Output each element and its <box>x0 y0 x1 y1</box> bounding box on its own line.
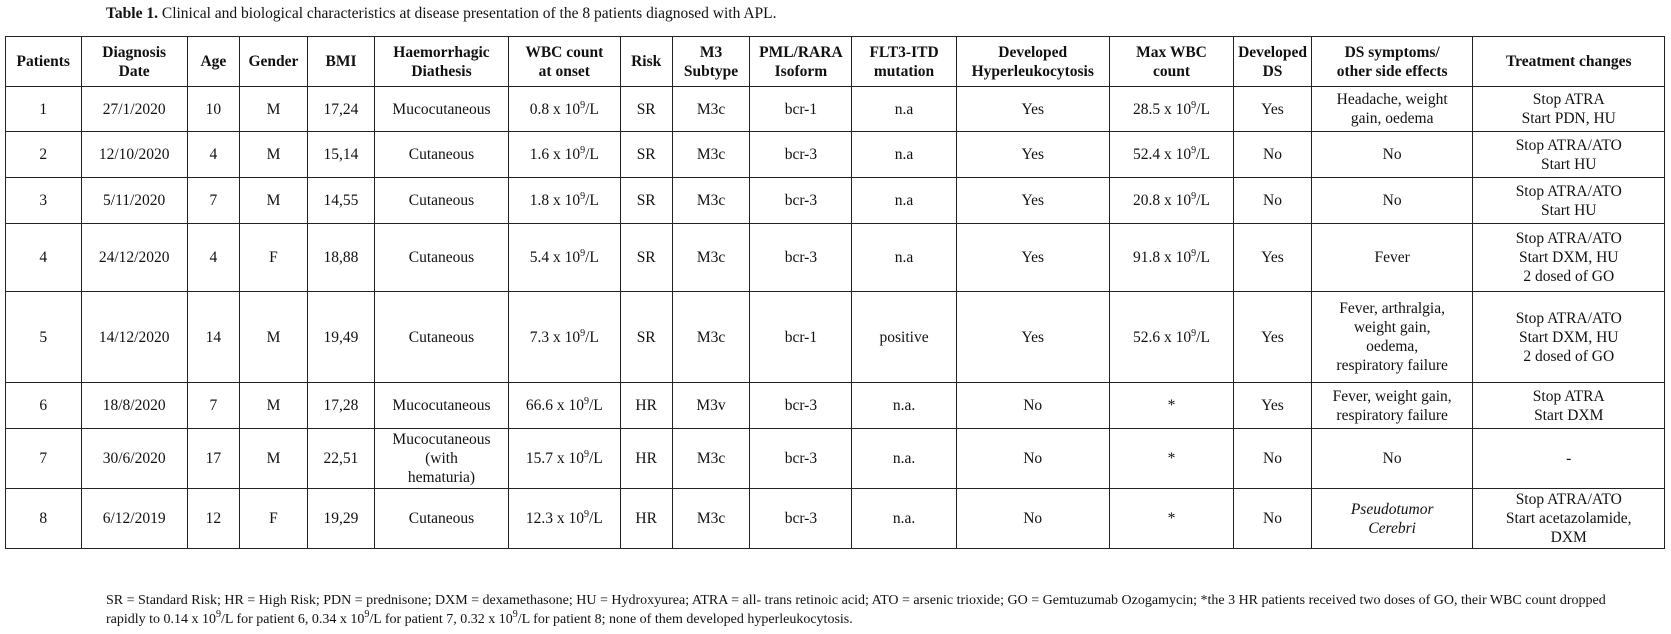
cell-subtype: M3c <box>672 224 750 292</box>
unit-suffix: /L <box>1196 146 1210 163</box>
unit-exponent: 9 <box>580 145 586 156</box>
cell-flt3: positive <box>852 292 956 383</box>
column-header: WBC count at onset <box>508 37 620 87</box>
cell-age: 17 <box>187 429 239 489</box>
cell-hyperleuko: Yes <box>956 292 1109 383</box>
cell-date: 24/12/2020 <box>81 224 187 292</box>
cell-ds: Yes <box>1234 87 1312 132</box>
cell-isoform: bcr-3 <box>750 429 852 489</box>
cell-patient: 3 <box>6 178 82 224</box>
cell-date: 27/1/2020 <box>81 87 187 132</box>
table-row <box>6 132 1665 178</box>
cell-hyperleuko: No <box>956 383 1109 429</box>
cell-wbc-onset <box>508 292 620 383</box>
unit-exponent: 9 <box>583 396 589 407</box>
cell-symptoms: No <box>1311 178 1473 224</box>
cell-isoform: bcr-3 <box>750 383 852 429</box>
cell-max-wbc <box>1109 132 1233 178</box>
cell-value: 66.6 x 10 <box>525 397 584 414</box>
column-header: PML/RARA Isoform <box>750 37 852 87</box>
table-row <box>6 224 1665 292</box>
cell-value: 20.8 x 10 <box>1133 192 1192 209</box>
cell-flt3: n.a. <box>852 489 956 549</box>
column-header: Risk <box>620 37 672 87</box>
cell-bmi: 17,24 <box>308 87 375 132</box>
cell-date: 18/8/2020 <box>81 383 187 429</box>
cell-value: 1.6 x 10 <box>529 146 581 163</box>
unit-suffix: /L <box>585 192 599 209</box>
cell-value: 1.8 x 10 <box>529 192 581 209</box>
cell-age: 7 <box>187 383 239 429</box>
column-header: Treatment changes <box>1473 37 1665 87</box>
cell-wbc-onset <box>508 132 620 178</box>
cell-hyperleuko: Yes <box>956 132 1109 178</box>
column-header: Diagnosis Date <box>81 37 187 87</box>
cell-diathesis: Mucocutaneous <box>374 87 508 132</box>
cell-subtype: M3c <box>672 178 750 224</box>
cell-patient: 4 <box>6 224 82 292</box>
unit-exponent: 9 <box>1191 145 1197 156</box>
unit-suffix: /L <box>588 397 603 414</box>
cell-flt3: n.a <box>852 178 956 224</box>
unit-suffix: /L <box>585 100 599 118</box>
cell-diathesis: Cutaneous <box>374 489 508 549</box>
cell-flt3: n.a <box>852 87 956 132</box>
table-row <box>6 87 1665 132</box>
cell-risk: HR <box>620 489 672 549</box>
footnote-exponent: 9 <box>216 609 222 620</box>
cell-ds: No <box>1234 429 1312 489</box>
cell-ds: No <box>1234 178 1312 224</box>
cell-symptoms: Pseudotumor Cerebri <box>1311 489 1473 549</box>
footnote-part3: /L for patient 7, 0.32 x 10 <box>369 612 513 627</box>
column-header: Developed Hyperleukocytosis <box>956 37 1109 87</box>
cell-gender: M <box>239 87 307 132</box>
column-header: DS symptoms/ other side effects <box>1311 37 1473 87</box>
unit-exponent: 9 <box>583 449 589 460</box>
cell-gender: M <box>239 429 307 489</box>
cell-hyperleuko: Yes <box>956 224 1109 292</box>
column-header: BMI <box>308 37 375 87</box>
unit-suffix: /L <box>585 328 599 346</box>
header-row <box>6 37 1665 87</box>
cell-symptoms: Headache, weight gain, oedema <box>1311 87 1473 132</box>
unit-exponent: 9 <box>580 191 586 202</box>
cell-risk: HR <box>620 383 672 429</box>
unit-exponent: 9 <box>583 509 589 520</box>
cell-gender: F <box>239 489 307 549</box>
unit-suffix: /L <box>1196 192 1210 209</box>
footnote-part1: SR = Standard Risk; HR = High Risk; PDN = prednisone; DXM = dexamethasone; HU = Hydroxyurea; ATRA = all- trans retinoic acid; ATO = arsenic trioxide; GO = Gemtuzumab Ozogamycin; *the 3 HR patients received two doses of GO, their WBC count dropped rapidly to 0.14 x 10 <box>106 593 1606 627</box>
cell-flt3: n.a. <box>852 383 956 429</box>
footnote-part2: /L for patient 6, 0.34 x 10 <box>221 612 365 627</box>
cell-patient: 1 <box>6 87 82 132</box>
cell-diathesis: Cutaneous <box>374 178 508 224</box>
cell-treatment: Stop ATRA/ATO Start DXM, HU 2 dosed of GO <box>1473 292 1665 383</box>
caption-label: Table 1. <box>106 5 158 22</box>
cell-gender: M <box>239 132 307 178</box>
column-header: Patients <box>6 37 82 87</box>
cell-gender: F <box>239 224 307 292</box>
cell-treatment: Stop ATRA Start DXM <box>1473 383 1665 429</box>
cell-diathesis: Mucocutaneous (with hematuria) <box>374 429 508 489</box>
cell-patient: 6 <box>6 383 82 429</box>
cell-ds: Yes <box>1234 383 1312 429</box>
footnote-exponent: 9 <box>512 609 518 620</box>
footnote-part4: /L for patient 8; none of them developed hyperleukocytosis. <box>517 612 853 627</box>
footnote-exponent: 9 <box>364 609 370 620</box>
cell-max-wbc <box>1109 292 1233 383</box>
cell-treatment: Stop ATRA/ATO Start DXM, HU 2 dosed of GO <box>1473 224 1665 292</box>
cell-hyperleuko: Yes <box>956 87 1109 132</box>
cell-isoform: bcr-1 <box>750 87 852 132</box>
cell-risk: SR <box>620 292 672 383</box>
cell-subtype: M3c <box>672 489 750 549</box>
cell-max-wbc: * <box>1109 489 1233 549</box>
cell-symptoms: Fever <box>1311 224 1473 292</box>
cell-wbc-onset <box>508 429 620 489</box>
cell-symptoms: No <box>1311 132 1473 178</box>
cell-max-wbc <box>1109 224 1233 292</box>
cell-age: 7 <box>187 178 239 224</box>
cell-value: 0.8 x 10 <box>529 100 581 118</box>
cell-gender: M <box>239 292 307 383</box>
unit-suffix: /L <box>588 450 603 467</box>
cell-subtype: M3c <box>672 429 750 489</box>
cell-hyperleuko: Yes <box>956 178 1109 224</box>
cell-bmi: 18,88 <box>308 224 375 292</box>
cell-ds: No <box>1234 132 1312 178</box>
cell-diathesis: Cutaneous <box>374 132 508 178</box>
unit-exponent: 9 <box>580 99 586 111</box>
table-row <box>6 429 1665 489</box>
cell-max-wbc <box>1109 178 1233 224</box>
cell-bmi: 22,51 <box>308 429 375 489</box>
unit-suffix: /L <box>1196 328 1210 346</box>
cell-max-wbc <box>1109 87 1233 132</box>
cell-bmi: 19,49 <box>308 292 375 383</box>
cell-isoform: bcr-3 <box>750 132 852 178</box>
cell-wbc-onset <box>508 224 620 292</box>
cell-bmi: 14,55 <box>308 178 375 224</box>
cell-treatment: Stop ATRA Start PDN, HU <box>1473 87 1665 132</box>
table-row <box>6 383 1665 429</box>
cell-isoform: bcr-3 <box>750 489 852 549</box>
cell-diathesis: Cutaneous <box>374 224 508 292</box>
column-header: FLT3-ITD mutation <box>852 37 956 87</box>
cell-subtype: M3v <box>672 383 750 429</box>
table-body <box>6 87 1665 549</box>
column-header: Max WBC count <box>1109 37 1233 87</box>
cell-date: 6/12/2019 <box>81 489 187 549</box>
patient-characteristics-table <box>5 36 1665 549</box>
cell-treatment: - <box>1473 429 1665 489</box>
cell-gender: M <box>239 178 307 224</box>
unit-suffix: /L <box>1196 249 1210 266</box>
cell-symptoms: Fever, arthralgia, weight gain, oedema, respiratory failure <box>1311 292 1473 383</box>
cell-age: 4 <box>187 132 239 178</box>
unit-suffix: /L <box>585 146 599 163</box>
cell-subtype: M3c <box>672 292 750 383</box>
cell-treatment: Stop ATRA/ATO Start HU <box>1473 132 1665 178</box>
cell-ds: No <box>1234 489 1312 549</box>
cell-value: 52.6 x 10 <box>1133 328 1192 346</box>
cell-bmi: 15,14 <box>308 132 375 178</box>
unit-exponent: 9 <box>580 327 586 339</box>
cell-date: 14/12/2020 <box>81 292 187 383</box>
unit-suffix: /L <box>585 249 599 266</box>
unit-exponent: 9 <box>1191 191 1197 202</box>
cell-treatment: Stop ATRA/ATO Start acetazolamide, DXM <box>1473 489 1665 549</box>
cell-flt3: n.a <box>852 132 956 178</box>
cell-patient: 2 <box>6 132 82 178</box>
cell-patient: 8 <box>6 489 82 549</box>
unit-suffix: /L <box>1196 100 1210 118</box>
cell-patient: 5 <box>6 292 82 383</box>
unit-suffix: /L <box>588 510 603 527</box>
cell-risk: SR <box>620 132 672 178</box>
cell-treatment: Stop ATRA/ATO Start HU <box>1473 178 1665 224</box>
cell-isoform: bcr-3 <box>750 224 852 292</box>
cell-age: 14 <box>187 292 239 383</box>
column-header: Age <box>187 37 239 87</box>
cell-age: 10 <box>187 87 239 132</box>
unit-exponent: 9 <box>580 248 586 259</box>
unit-exponent: 9 <box>1191 248 1197 259</box>
cell-ds: Yes <box>1234 292 1312 383</box>
cell-symptoms: No <box>1311 429 1473 489</box>
cell-isoform: bcr-3 <box>750 178 852 224</box>
cell-risk: SR <box>620 87 672 132</box>
cell-subtype: M3c <box>672 87 750 132</box>
cell-gender: M <box>239 383 307 429</box>
cell-value: 91.8 x 10 <box>1133 249 1192 266</box>
cell-wbc-onset <box>508 87 620 132</box>
cell-risk: SR <box>620 224 672 292</box>
cell-risk: HR <box>620 429 672 489</box>
table-caption <box>106 5 777 23</box>
cell-age: 12 <box>187 489 239 549</box>
cell-max-wbc: * <box>1109 429 1233 489</box>
cell-date: 30/6/2020 <box>81 429 187 489</box>
cell-hyperleuko: No <box>956 429 1109 489</box>
cell-patient: 7 <box>6 429 82 489</box>
cell-max-wbc: * <box>1109 383 1233 429</box>
cell-date: 5/11/2020 <box>81 178 187 224</box>
cell-date: 12/10/2020 <box>81 132 187 178</box>
column-header: M3 Subtype <box>672 37 750 87</box>
cell-bmi: 19,29 <box>308 489 375 549</box>
cell-isoform: bcr-1 <box>750 292 852 383</box>
table-footnote <box>106 591 1606 629</box>
cell-wbc-onset <box>508 178 620 224</box>
cell-risk: SR <box>620 178 672 224</box>
table-row <box>6 489 1665 549</box>
cell-subtype: M3c <box>672 132 750 178</box>
cell-value: 12.3 x 10 <box>525 510 584 527</box>
cell-value: 5.4 x 10 <box>529 249 581 266</box>
cell-diathesis: Mucocutaneous <box>374 383 508 429</box>
cell-bmi: 17,28 <box>308 383 375 429</box>
cell-ds: Yes <box>1234 224 1312 292</box>
column-header: Haemorrhagic Diathesis <box>374 37 508 87</box>
caption-text: Clinical and biological characteristics at disease presentation of the 8 patients diagnosed with APL. <box>161 5 777 22</box>
cell-flt3: n.a <box>852 224 956 292</box>
unit-exponent: 9 <box>1191 99 1197 111</box>
cell-value: 28.5 x 10 <box>1133 100 1192 118</box>
cell-symptoms: Fever, weight gain, respiratory failure <box>1311 383 1473 429</box>
cell-value: 7.3 x 10 <box>529 328 581 346</box>
table-row <box>6 292 1665 383</box>
cell-diathesis: Cutaneous <box>374 292 508 383</box>
unit-exponent: 9 <box>1191 327 1197 339</box>
cell-value: 15.7 x 10 <box>525 450 584 467</box>
table-row <box>6 178 1665 224</box>
column-header: Developed DS <box>1234 37 1312 87</box>
cell-value: 52.4 x 10 <box>1133 146 1192 163</box>
column-header: Gender <box>239 37 307 87</box>
cell-age: 4 <box>187 224 239 292</box>
cell-hyperleuko: No <box>956 489 1109 549</box>
cell-wbc-onset <box>508 383 620 429</box>
cell-wbc-onset <box>508 489 620 549</box>
cell-flt3: n.a. <box>852 429 956 489</box>
